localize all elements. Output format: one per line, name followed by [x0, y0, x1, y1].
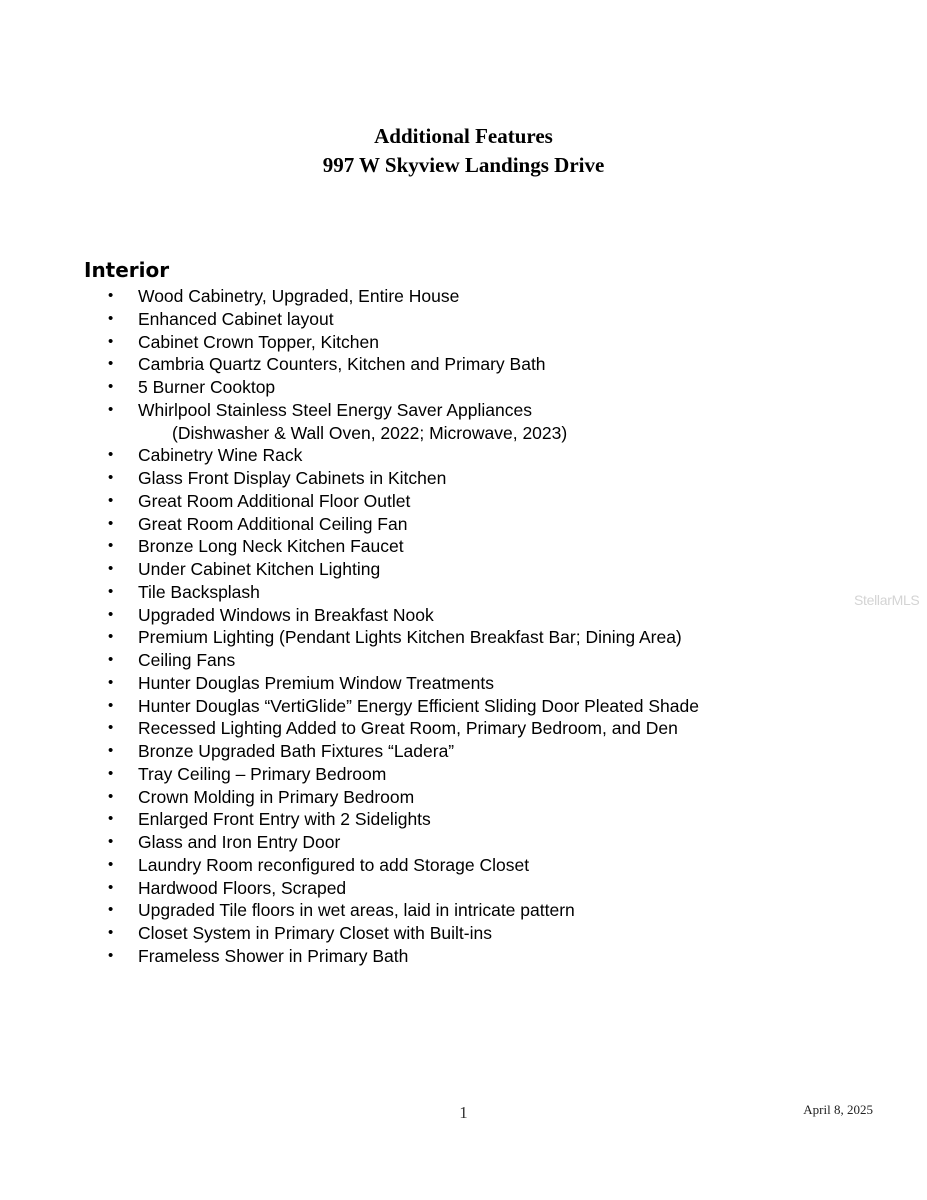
bullet-icon: • — [108, 400, 114, 418]
feature-list-item — [108, 308, 868, 331]
feature-list-item — [108, 717, 868, 740]
feature-text: Great Room Additional Floor Outlet — [138, 490, 411, 511]
bullet-icon: • — [108, 833, 114, 850]
bullet-icon: • — [108, 901, 114, 919]
stellar-mls-watermark: StellarMLS — [854, 592, 920, 608]
feature-text: Tile Backsplash — [138, 581, 260, 602]
bullet-icon: • — [108, 878, 114, 896]
bullet-icon: • — [108, 719, 114, 737]
feature-text: Tray Ceiling – Primary Bedroom — [138, 763, 387, 784]
feature-text: Recessed Lighting Added to Great Room, Primary Bedroom, and Den — [138, 718, 678, 739]
bullet-icon: • — [108, 491, 114, 509]
feature-list-item — [108, 877, 868, 900]
bullet-icon: • — [108, 446, 114, 464]
feature-list-item — [108, 581, 868, 604]
feature-text: 5 Burner Cooktop — [138, 377, 276, 397]
document-header — [0, 122, 927, 180]
feature-text: Frameless Shower in Primary Bath — [138, 945, 409, 966]
feature-subtext: (Dishwasher & Wall Oven, 2022; Microwave, 2023) — [172, 422, 568, 443]
feature-list-item — [108, 376, 868, 399]
bullet-icon: • — [108, 742, 114, 759]
document-title: Additional Features — [374, 124, 553, 148]
feature-text: Hardwood Floors, Scraped — [138, 877, 347, 898]
feature-list-item — [108, 399, 868, 445]
bullet-icon: • — [108, 787, 114, 805]
feature-text: Cabinet Crown Topper, Kitchen — [138, 331, 379, 352]
bullet-icon: • — [108, 651, 114, 668]
feature-list-item — [108, 285, 868, 308]
feature-list-item — [108, 444, 868, 467]
feature-list — [108, 285, 868, 968]
bullet-icon: • — [108, 924, 114, 941]
bullet-icon: • — [108, 605, 114, 623]
feature-text: Wood Cabinetry, Upgraded, Entire House — [138, 286, 460, 306]
feature-list-item — [108, 558, 868, 581]
feature-list-item — [108, 331, 868, 354]
feature-list-item — [108, 786, 868, 809]
feature-list-item — [108, 513, 868, 536]
feature-text: Crown Molding in Primary Bedroom — [138, 786, 415, 807]
feature-text: Cambria Quartz Counters, Kitchen and Primary Bath — [138, 354, 546, 375]
bullet-icon: • — [108, 378, 114, 395]
feature-list-item — [108, 763, 868, 786]
property-address: 997 W Skyview Landings Drive — [322, 153, 605, 177]
bullet-icon: • — [108, 673, 114, 691]
section-heading-interior: Interior — [84, 258, 170, 282]
bullet-icon: • — [108, 332, 114, 350]
feature-list-item — [108, 831, 868, 854]
bullet-icon: • — [108, 855, 114, 873]
feature-text: Great Room Additional Ceiling Fan — [138, 513, 408, 534]
bullet-icon: • — [108, 514, 114, 532]
bullet-icon: • — [108, 628, 114, 646]
bullet-icon: • — [108, 946, 114, 964]
feature-list-item — [108, 899, 868, 922]
feature-text: Cabinetry Wine Rack — [138, 445, 303, 466]
bullet-icon: • — [108, 287, 114, 304]
bullet-icon: • — [108, 355, 114, 373]
feature-list-item — [108, 945, 868, 968]
bullet-icon: • — [108, 537, 114, 555]
bullet-icon: • — [108, 309, 114, 327]
feature-text: Bronze Long Neck Kitchen Faucet — [138, 536, 404, 557]
feature-list-item — [108, 649, 868, 672]
feature-text: Hunter Douglas “VertiGlide” Energy Efficient Sliding Door Pleated Shade — [138, 695, 699, 716]
feature-list-item — [108, 353, 868, 376]
feature-text: Ceiling Fans — [138, 650, 236, 670]
feature-text: Enhanced Cabinet layout — [138, 308, 334, 329]
bullet-icon: • — [108, 560, 114, 577]
feature-text: Enlarged Front Entry with 2 Sidelights — [138, 809, 431, 830]
feature-text: Bronze Upgraded Bath Fixtures “Ladera” — [138, 741, 455, 761]
feature-list-item — [108, 854, 868, 877]
feature-text: Laundry Room reconfigured to add Storage Closet — [138, 854, 530, 875]
feature-list-item — [108, 922, 868, 945]
feature-text: Glass and Iron Entry Door — [138, 832, 341, 852]
feature-list-item — [108, 604, 868, 627]
feature-text: Whirlpool Stainless Steel Energy Saver Appliances — [138, 399, 532, 420]
document-date: April 8, 2025 — [803, 1102, 873, 1117]
feature-list-item — [108, 808, 868, 831]
bullet-icon: • — [108, 764, 114, 782]
bullet-icon: • — [108, 582, 114, 600]
bullet-icon: • — [108, 810, 114, 828]
feature-text: Upgraded Windows in Breakfast Nook — [138, 604, 434, 625]
feature-list-item — [108, 490, 868, 513]
feature-text: Glass Front Display Cabinets in Kitchen — [138, 468, 447, 488]
feature-list-item — [108, 695, 868, 718]
feature-text: Under Cabinet Kitchen Lighting — [138, 559, 381, 579]
feature-text: Hunter Douglas Premium Window Treatments — [138, 672, 494, 693]
feature-text: Closet System in Primary Closet with Built-ins — [138, 923, 492, 943]
feature-text: Upgraded Tile floors in wet areas, laid in intricate pattern — [138, 900, 575, 921]
feature-list-item — [108, 672, 868, 695]
feature-list-item — [108, 467, 868, 490]
feature-list-item — [108, 740, 868, 763]
page-number: 1 — [459, 1103, 468, 1122]
feature-list-item — [108, 535, 868, 558]
feature-text: Premium Lighting (Pendant Lights Kitchen Breakfast Bar; Dining Area) — [138, 627, 682, 648]
bullet-icon: • — [108, 469, 114, 486]
bullet-icon: • — [108, 696, 114, 714]
feature-list-item — [108, 626, 868, 649]
